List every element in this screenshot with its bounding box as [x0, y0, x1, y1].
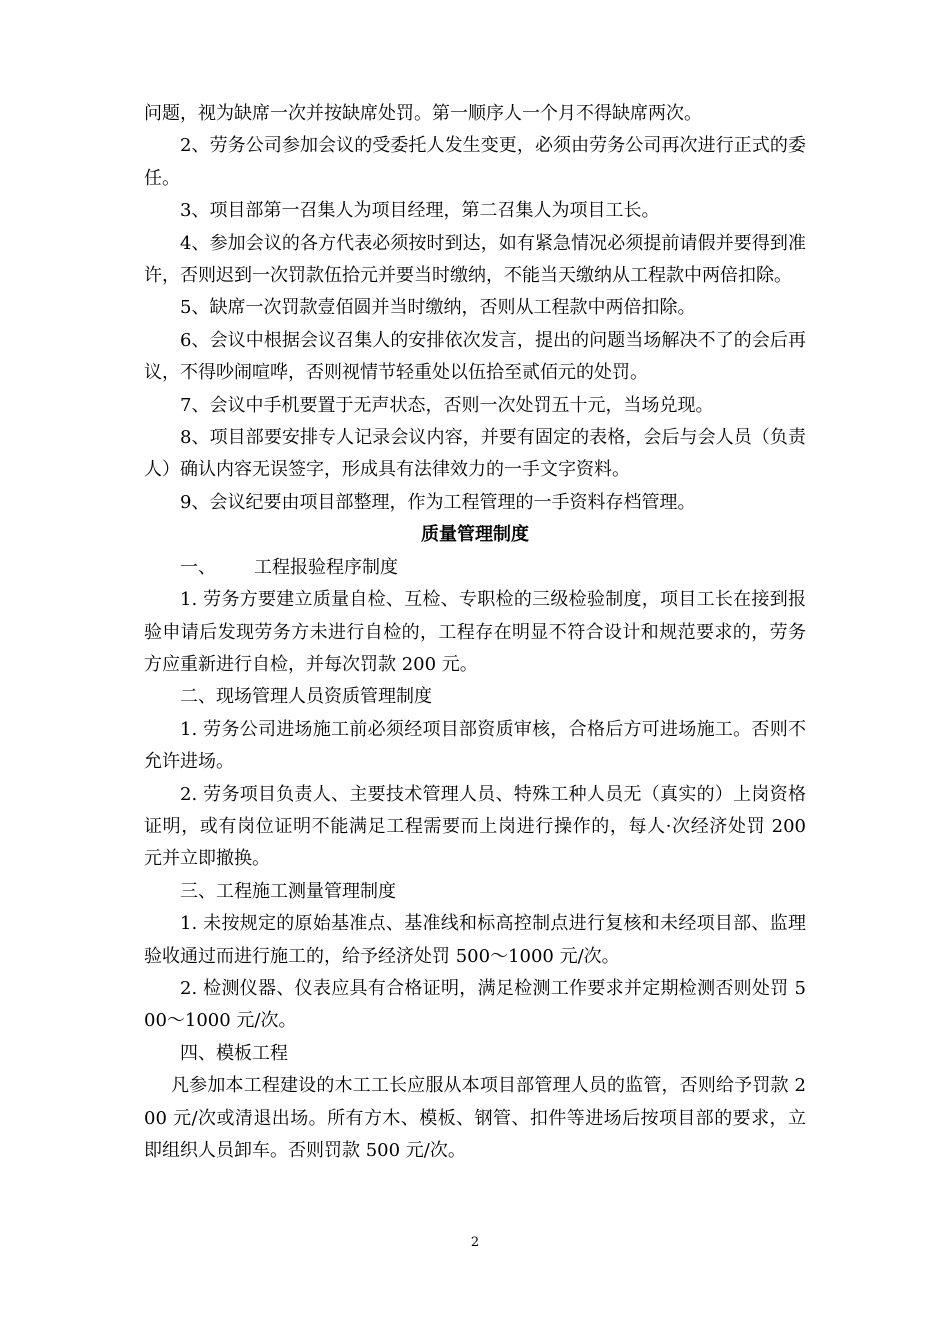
paragraph-item-4: 4、参加会议的各方代表必须按时到达，如有紧急情况必须提前请假并要得到准许，否则迟到一次罚款伍拾元并要当时缴纳，不能当天缴纳从工程款中两倍扣除。	[144, 232, 806, 287]
section-3-title: 三、工程施工测量管理制度	[180, 880, 396, 902]
section-1-item-1: 1. 劳务方要建立质量自检、互检、专职检的三级检验制度，项目工长在接到报验申请后发现劳务方未进行自检的，工程存在明显不符合设计和规范要求的，劳务方应重新进行自检，并每次罚款 200 元。	[144, 589, 806, 675]
section-1-number: 一、	[180, 556, 216, 578]
paragraph-item-5: 5、缺席一次罚款壹佰圆并当时缴纳，否则从工程款中两倍扣除。	[180, 297, 696, 319]
section-1-label: 工程报验程序制度	[254, 556, 398, 578]
section-2-item-1: 1. 劳务公司进场施工前必须经项目部资质审核，合格后方可进场施工。否则不允许进场。	[144, 718, 806, 773]
section-1-title	[144, 552, 806, 584]
section-3-item-2: 2. 检测仪器、仪表应具有合格证明，满足检测工作要求并定期检测否则处罚 500～1000 元/次。	[144, 977, 806, 1032]
paragraph-item-2: 2、劳务公司参加会议的受委托人发生变更，必须由劳务公司再次进行正式的委任。	[144, 135, 806, 189]
paragraph-item-7: 7、会议中手机要置于无声状态，否则一次处罚五十元，当场兑现。	[180, 394, 714, 416]
paragraph-item-3: 3、项目部第一召集人为项目经理，第二召集人为项目工长。	[180, 200, 660, 222]
section-4-body: 凡参加本工程建设的木工工长应服从本项目部管理人员的监管，否则给予罚款 200 元/次或清退出场。所有方木、模板、钢管、扣件等进场后按项目部的要求，立即组织人员卸车。否则罚款 500 元/次。	[144, 1075, 806, 1161]
section-2-item-2: 2. 劳务项目负责人、主要技术管理人员、特殊工种人员无（真实的）上岗资格证明，或有岗位证明不能满足工程需要而上岗进行操作的，每人·次经济处罚 200 元并立即撤换。	[144, 783, 806, 870]
section-heading-quality: 质量管理制度	[421, 524, 529, 546]
paragraph-item-6: 6、会议中根据会议召集人的安排依次发言，提出的问题当场解决不了的会后再议，不得吵闹喧哗，否则视情节轻重处以伍拾至贰佰元的处罚。	[144, 329, 806, 384]
paragraph-item-8: 8、项目部要安排专人记录会议内容，并要有固定的表格，会后与会人员（负责人）确认内容无误签字，形成具有法律效力的一手文字资料。	[144, 427, 806, 481]
section-3-item-1: 1. 未按规定的原始基准点、基准线和标高控制点进行复核和未经项目部、监理验收通过而进行施工的，给予经济处罚 500～1000 元/次。	[144, 913, 806, 967]
document-body	[144, 98, 806, 1167]
page-number: 2	[470, 1235, 480, 1250]
section-4-title: 四、模板工程	[180, 1042, 288, 1064]
paragraph-item-9: 9、会议纪要由项目部整理，作为工程管理的一手资料存档管理。	[180, 491, 696, 513]
paragraph-continued: 问题，视为缺席一次并按缺席处罚。第一顺序人一个月不得缺席两次。	[144, 103, 702, 124]
section-2-title: 二、现场管理人员资质管理制度	[180, 686, 432, 708]
